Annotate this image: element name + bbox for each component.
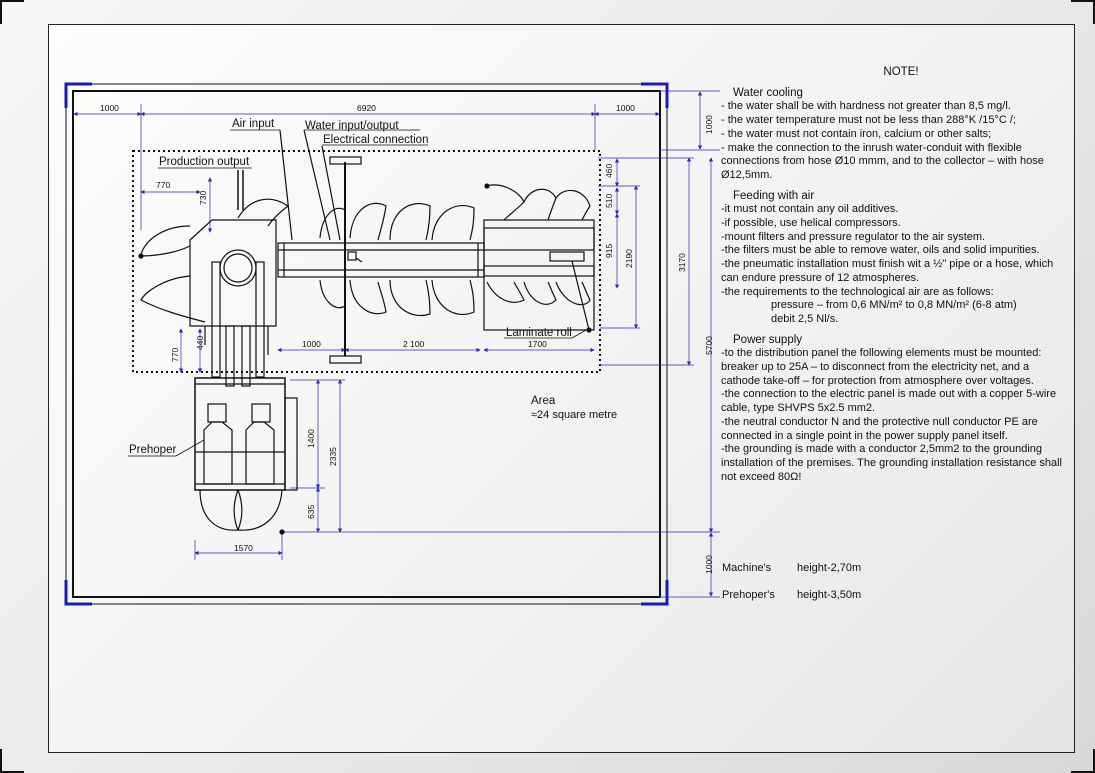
dim-1000-bottom: 1000 [302, 339, 321, 349]
prehoper-height-name: Prehoper's [722, 589, 775, 601]
dim-top-right: 1000 [616, 103, 635, 113]
power-line: -to the distribution panel the following elements must be mounted: breaker up to 25A – to disconnect from the electricity net, and a cathode take-off – for protection from atmosphere over voltages. [721, 347, 1042, 387]
prehoper-height-value: height-3,50m [797, 589, 862, 601]
dim-1700: 1700 [528, 339, 547, 349]
dim-right-top: 1000 [704, 115, 714, 134]
label-area-title: Area [531, 395, 556, 407]
air-feeding-title: Feeding with air [733, 189, 815, 202]
power-line: -the grounding is made with a conductor 2,5mm2 to the grounding installation of the premises. The grounding installation resistance shall not exceed 80Ω! [721, 443, 1062, 483]
wall-corner-brackets [66, 84, 667, 604]
air-line: -it must not contain any oil additives. [721, 203, 899, 216]
dim-3170: 3170 [677, 253, 687, 272]
air-line: -the requirements to the technological air are as follows: [721, 285, 994, 298]
power-supply-title: Power supply [733, 333, 803, 346]
dim-915: 915 [604, 243, 614, 258]
power-line: -the connection to the electric panel is made out with a copper 5-wire cable, type SHVPS 5x2.5 mm2. [721, 388, 1057, 415]
room-wall [66, 84, 667, 604]
water-line: - the water temperature must not be less than 288°K /15°C /; [721, 114, 1016, 127]
air-line: -the filters must be able to remove water, oils and solid impurities. [721, 244, 1040, 257]
air-debit-line: debit 2,5 Nl/s. [771, 312, 839, 325]
air-pressure-line: pressure – from 0,6 MN/m² to 0,8 MN/m² (6-8 atm) [771, 299, 1017, 312]
notes-panel [721, 66, 1071, 484]
notes-title: NOTE! [883, 66, 919, 78]
power-line: -the neutral conductor N and the protective null conductor PE are connected in a single point in the power supply panel itself. [721, 415, 1038, 442]
label-laminate-roll: Laminate roll [506, 327, 572, 339]
dim-635: 635 [306, 504, 316, 519]
water-line: - the water must not contain iron, calcium or other salts; [721, 127, 992, 140]
label-area-value: ≈24 square metre [531, 409, 618, 421]
water-line: - the water shall be with hardness not greater than 8,5 mg/l. [721, 100, 1011, 113]
dim-5700: 5700 [704, 336, 714, 355]
dim-top-left: 1000 [100, 103, 119, 113]
dim-770-top: 770 [156, 180, 171, 190]
dim-770-bottom: 770 [170, 347, 180, 362]
label-air-input: Air input [232, 118, 275, 130]
dim-2335: 2335 [328, 447, 338, 466]
dim-510: 510 [604, 193, 614, 208]
label-prehoper: Prehoper [129, 444, 177, 456]
drawing-labels [129, 118, 617, 456]
label-production-output: Production output [159, 156, 250, 168]
dim-2100: 2 100 [403, 339, 425, 349]
water-line: - make the connection to the inrush water-conduit with flexible connections from hose Ø10 mmm, and to the collector – with hose Ø12,5mm. [721, 141, 1044, 181]
dim-top-middle: 6920 [357, 103, 376, 113]
label-water-io: Water input/output [305, 120, 399, 132]
dim-460: 460 [604, 163, 614, 178]
air-line: -if possible, use helical compressors. [721, 217, 901, 230]
machine-height-value: height-2,70m [797, 562, 862, 574]
dim-1570: 1570 [234, 543, 253, 553]
air-line: -the pneumatic installation must finish wit a ½" pipe or a hose, which can endure pressure of 12 atmospheres. [721, 258, 1054, 284]
air-line: -mount filters and pressure regulator to the air system. [721, 230, 986, 243]
dim-1400: 1400 [306, 429, 316, 448]
water-cooling-title: Water cooling [733, 86, 803, 99]
dim-440: 440 [195, 335, 205, 350]
dimension-values [100, 103, 714, 574]
label-electrical-connection: Electrical connection [323, 134, 429, 146]
dim-2190: 2190 [624, 249, 634, 268]
dim-right-bottom: 1000 [704, 555, 714, 574]
machine-height-name: Machine's [722, 562, 772, 574]
dim-730: 730 [198, 190, 208, 205]
